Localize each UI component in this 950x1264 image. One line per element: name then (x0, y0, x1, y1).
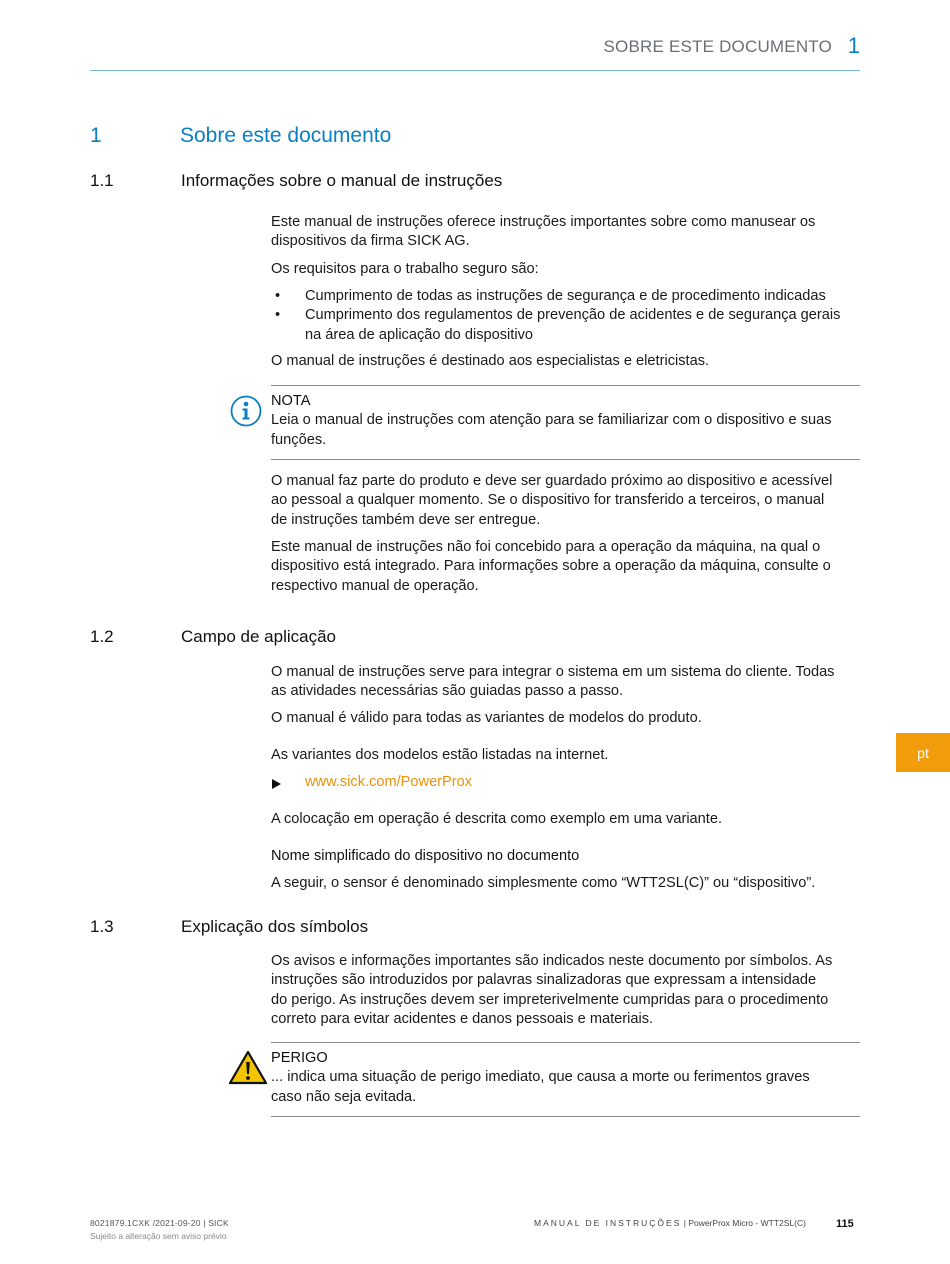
text-line: Os avisos e informações importantes são indicados neste documento por símbolos. As (271, 953, 833, 969)
text-line: de instruções também deve ser entregue. (271, 511, 541, 528)
text-line: correto para evitar acidentes e danos pessoais e materiais. (271, 1011, 654, 1028)
header-chapter-number: 1 (847, 33, 860, 58)
note-box (271, 392, 871, 450)
note-top-rule (271, 385, 860, 386)
text-line: O manual de instruções serve para integrar o sistema em um sistema do cliente. Todas (271, 664, 835, 680)
footer-manual-info (534, 1218, 806, 1228)
info-icon (229, 394, 263, 428)
subsection-number: 1.3 (90, 917, 114, 936)
text-line: respectivo manual de operação. (271, 577, 479, 594)
text-line: funções. (271, 431, 327, 448)
subsection-title: Explicação dos símbolos (181, 917, 369, 936)
paragraph: Os requisitos para o trabalho seguro são: (271, 261, 539, 277)
text-line: ao pessoal a qualquer momento. Se o dispositivo for transferido a terceiros, o manual (271, 492, 825, 509)
subsection-title: Campo de aplicação (181, 627, 336, 646)
list-item: • Cumprimento dos regulamentos de prevenção de acidentes e de segurança gerais na área de aplicação do dispositivo (271, 306, 871, 345)
text-line: as atividades necessárias são guiadas passo a passo. (271, 683, 624, 700)
danger-box (271, 1049, 871, 1107)
text-line: dispositivos da firma SICK AG. (271, 233, 470, 250)
paragraph: O manual de instruções é destinado aos especialistas e eletricistas. (271, 353, 710, 369)
section-number: 1 (90, 124, 102, 147)
section-title: Sobre este documento (180, 124, 392, 147)
paragraph (271, 663, 871, 702)
paragraph: A seguir, o sensor é denominado simplesmente como “WTT2SL(C)” ou “dispositivo”. (271, 875, 816, 891)
subsection-title: Informações sobre o manual de instruções (181, 171, 503, 190)
text-line: dispositivo está integrado. Para informações sobre a operação da máquina, consulte o (271, 558, 831, 575)
play-arrow-icon (271, 777, 283, 789)
text-line: ... indica uma situação de perigo imediato, que causa a morte ou ferimentos graves (271, 1069, 810, 1086)
header-title: SOBRE ESTE DOCUMENTO (603, 37, 832, 56)
text-line: Este manual de instruções oferece instruções importantes sobre como manusear os (271, 214, 816, 230)
text-line: instruções são introduzidos por palavras sinalizadoras que expressam a intensidade (271, 972, 817, 989)
page-number: 115 (836, 1218, 854, 1230)
text-line: do perigo. As instruções devem ser impreterivelmente cumpridas para o procedimento (271, 991, 829, 1008)
note-bottom-rule (271, 459, 860, 460)
danger-title: PERIGO (271, 1050, 328, 1066)
bullet-list (271, 287, 871, 345)
paragraph: As variantes dos modelos estão listadas na internet. (271, 747, 609, 763)
footer-manual-label: MANUAL DE INSTRUÇÕES (534, 1218, 682, 1228)
danger-top-rule (271, 1042, 860, 1043)
paragraph (271, 538, 871, 596)
subsection-number: 1.1 (90, 171, 114, 190)
paragraph: O manual é válido para todas as variantes de modelos do produto. (271, 710, 702, 726)
text-line: Este manual de instruções não foi concebido para a operação da máquina, na qual o (271, 539, 821, 555)
footer-disclaimer: Sujeito a alteração sem aviso prévio (90, 1231, 227, 1241)
page-header (90, 28, 860, 71)
danger-bottom-rule (271, 1116, 860, 1117)
text-line: Leia o manual de instruções com atenção para se familiarizar com o dispositivo e suas (271, 412, 832, 429)
note-title: NOTA (271, 393, 311, 409)
subsection-number: 1.2 (90, 627, 114, 646)
paragraph (271, 952, 871, 1030)
paragraph: A colocação em operação é descrita como exemplo em uma variante. (271, 811, 723, 827)
warning-triangle-icon (228, 1050, 268, 1086)
paragraph (271, 213, 871, 252)
text-line: caso não seja evitada. (271, 1088, 417, 1105)
language-tab: pt (896, 733, 950, 772)
footer-product: | PowerProx Micro - WTT2SL(C) (683, 1218, 806, 1228)
paragraph-subheading: Nome simplificado do dispositivo no documento (271, 848, 580, 864)
list-item: • Cumprimento de todas as instruções de segurança e de procedimento indicadas (271, 287, 871, 306)
footer-doc-id: 8021879.1CXK /2021-09-20 | SICK (90, 1218, 229, 1228)
product-link[interactable]: www.sick.com/PowerProx (305, 774, 473, 790)
paragraph (271, 472, 871, 530)
text-line: O manual faz parte do produto e deve ser guardado próximo ao dispositivo e acessível (271, 473, 833, 489)
